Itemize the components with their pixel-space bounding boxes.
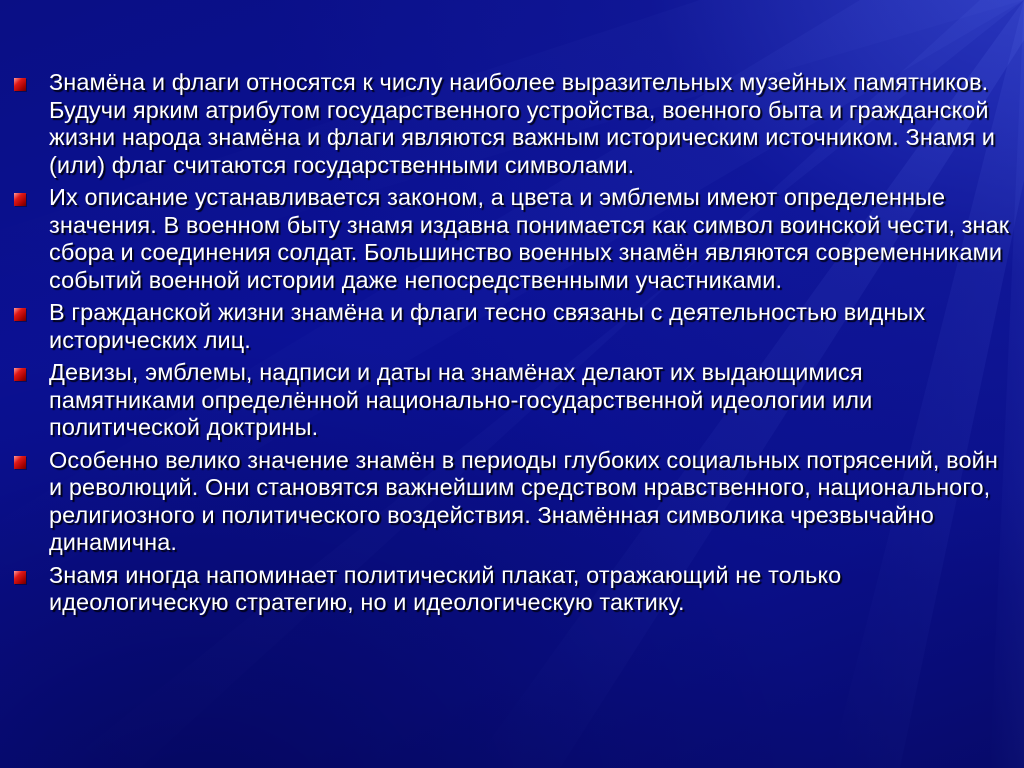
bullet-item: [12, 447, 1012, 557]
bullet-item: [12, 69, 1012, 179]
bullet-text: Девизы, эмблемы, надписи и даты на знамёнах делают их выдающимися памятниками определённой национально-государственной идеологии или политической доктрины.: [49, 359, 873, 440]
red-square-bullet-icon: [14, 456, 26, 469]
bullet-item: [12, 359, 1012, 442]
bullet-item: [12, 562, 1012, 617]
bullet-text: Знамёна и флаги относятся к числу наиболее выразительных музейных памятников. Будучи ярким атрибутом государственного устройства, военного быта и гражданской жизни народа знамёна и флаги являются важным историческим источником. Знамя и (или) флаг считаются государственными символами.: [49, 69, 996, 178]
bullet-text: Их описание устанавливается законом, а цвета и эмблемы имеют определенные значения. В военном быту знамя издавна понимается как символ воинской чести, знак сбора и соединения солдат. Большинство военных знамён являются современниками событий военной истории даже непосредственными участниками.: [49, 184, 1010, 293]
bullet-text: Знамя иногда напоминает политический плакат, отражающий не только идеологическую стратегию, но и идеологическую тактику.: [49, 561, 842, 615]
bullet-text: Особенно велико значение знамён в периоды глубоких социальных потрясений, войн и революций. Они становятся важнейшим средством нравственного, национального, религиозного и политического воздействия. Знамённая символика чрезвычайно динамична.: [49, 446, 998, 555]
bullet-text: В гражданской жизни знамёна и флаги тесно связаны с деятельностью видных исторических лиц.: [49, 299, 926, 353]
red-square-bullet-icon: [14, 571, 26, 584]
red-square-bullet-icon: [14, 368, 26, 381]
bullet-item: [12, 184, 1012, 294]
bullet-item: [12, 299, 1012, 354]
red-square-bullet-icon: [14, 78, 26, 91]
red-square-bullet-icon: [14, 308, 26, 321]
bullet-list: [12, 69, 1012, 622]
red-square-bullet-icon: [14, 193, 26, 206]
